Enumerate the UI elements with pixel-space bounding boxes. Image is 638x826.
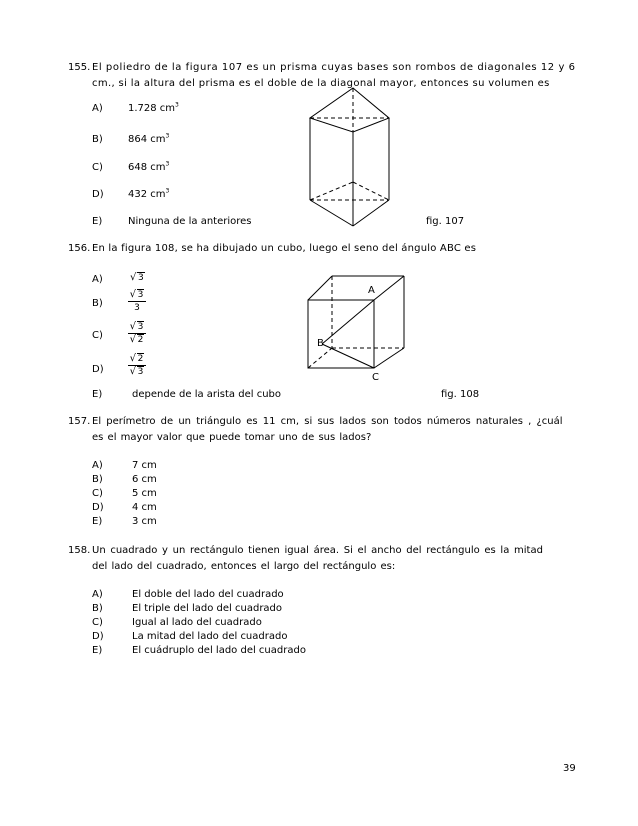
- question-156-text: En la figura 108, se ha dibujado un cubo, luego el seno del ángulo ABC es: [92, 243, 477, 254]
- option-155-c-value: 648 $cm^3$: [128, 160, 170, 173]
- option-157-d-value: 4 cm: [132, 502, 157, 513]
- option-155-b-letter: B): [92, 134, 103, 145]
- option-156-e-value: depende de la arista del cubo: [132, 389, 281, 400]
- option-157-a-value: 7 cm: [132, 460, 157, 471]
- question-157-number: 157.: [68, 416, 91, 427]
- option-157-b-letter: B): [92, 474, 103, 485]
- option-156-b-letter: B): [92, 298, 103, 309]
- figure-108-cube: [300, 268, 412, 386]
- option-158-c-value: Igual al lado del cuadrado: [132, 617, 262, 628]
- option-155-d-letter: D): [92, 189, 104, 200]
- question-155-text-line2: cm., si la altura del prisma es el doble de la diagonal mayor, entonces su volumen es: [92, 78, 550, 89]
- option-158-e-letter: E): [92, 645, 103, 656]
- figure-108-caption: fig. 108: [441, 389, 480, 400]
- question-158-text-line1: Un cuadrado y un rectángulo tienen igual área. Si el ancho del rectángulo es la mitad: [92, 545, 543, 556]
- option-157-c-letter: C): [92, 488, 103, 499]
- question-155-text-line1: El poliedro de la figura 107 es un prisma cuyas bases son rombos de diagonales 12 y 6: [92, 62, 576, 73]
- option-157-e-letter: E): [92, 516, 103, 527]
- option-158-a-letter: A): [92, 589, 103, 600]
- option-156-d-value: √ 2 √ 3: [128, 354, 146, 377]
- option-157-d-letter: D): [92, 502, 104, 513]
- question-156-number: 156.: [68, 243, 91, 254]
- option-156-c-value: √ 3 √ 2: [128, 322, 146, 345]
- option-155-e-letter: E): [92, 216, 103, 227]
- option-155-a-value: 1.728 $cm^3$: [128, 101, 179, 114]
- figure-108-point-a: A: [368, 285, 375, 296]
- question-155-number: 155.: [68, 62, 91, 73]
- option-158-b-letter: B): [92, 603, 103, 614]
- option-155-b-value: 864 $cm^3$: [128, 132, 170, 145]
- option-158-c-letter: C): [92, 617, 103, 628]
- figure-108-point-c: C: [372, 372, 379, 383]
- page-number: 39: [563, 763, 576, 774]
- figure-108-point-b: B: [317, 338, 324, 349]
- option-158-a-value: El doble del lado del cuadrado: [132, 589, 284, 600]
- question-157-text-line1: El perímetro de un triángulo es 11 cm, si sus lados son todos números naturales , ¿cuál: [92, 416, 563, 427]
- question-158-text-line2: del lado del cuadrado, entonces el largo del rectángulo es:: [92, 561, 396, 572]
- option-157-e-value: 3 cm: [132, 516, 157, 527]
- option-158-b-value: El triple del lado del cuadrado: [132, 603, 283, 614]
- option-156-a-value: √ 3: [130, 272, 144, 283]
- option-156-d-letter: D): [92, 364, 104, 375]
- option-158-d-letter: D): [92, 631, 104, 642]
- question-157-text-line2: es el mayor valor que puede tomar uno de sus lados?: [92, 432, 372, 443]
- option-158-d-value: La mitad del lado del cuadrado: [132, 631, 288, 642]
- option-155-d-value: 432 $cm^3$: [128, 187, 170, 200]
- option-156-c-letter: C): [92, 330, 103, 341]
- option-156-b-value: √ 3 3: [128, 290, 146, 313]
- option-156-e-letter: E): [92, 389, 103, 400]
- question-158-number: 158.: [68, 545, 91, 556]
- option-155-a-letter: A): [92, 103, 103, 114]
- option-155-e-value: Ninguna de la anteriores: [128, 216, 252, 227]
- figure-107-prism: [300, 84, 400, 232]
- option-157-b-value: 6 cm: [132, 474, 157, 485]
- option-156-a-letter: A): [92, 274, 103, 285]
- option-158-e-value: El cuádruplo del lado del cuadrado: [132, 645, 306, 656]
- figure-107-caption: fig. 107: [426, 216, 465, 227]
- option-155-c-letter: C): [92, 162, 103, 173]
- option-157-a-letter: A): [92, 460, 103, 471]
- option-157-c-value: 5 cm: [132, 488, 157, 499]
